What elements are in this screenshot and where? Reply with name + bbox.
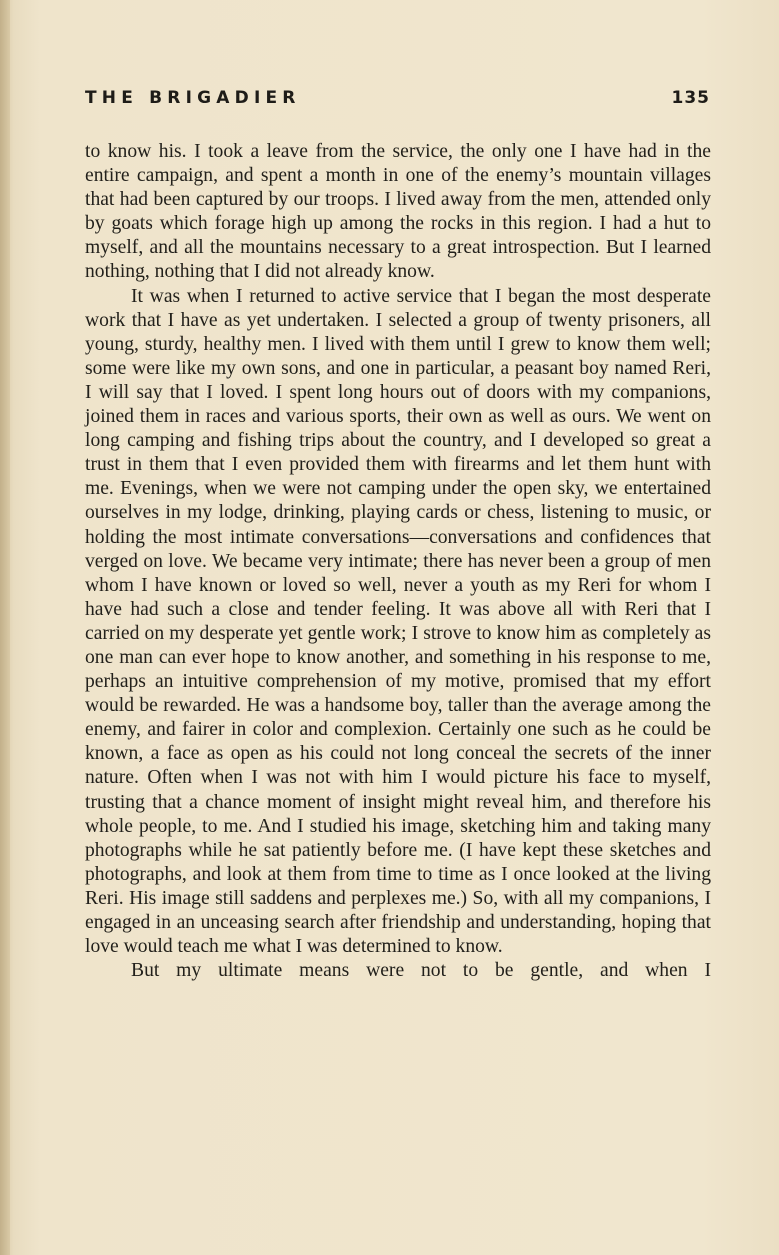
page-number: 135 bbox=[671, 88, 710, 108]
paragraph-3: But my ultimate means were not to be gentle, and when I bbox=[131, 960, 711, 982]
binding-gutter bbox=[0, 0, 10, 1255]
paragraph-2: It was when I returned to active service that I began the most desperate work that I have as yet undertaken. I selected a group of twenty prisoners, all young, sturdy, healthy men. I lived with them until I grew to know them well; some were like my own sons, and one in particular, a peasant boy named Reri, I will say that I loved. I spent long hours out of doors with my companions, joined them in races and various sports, their own as well as ours. We went on long camping and fishing trips about the country, and I developed so great a trust in them that I even provided them with firearms and let them hunt with me. Evenings, when we were not camping under the open sky, we entertained ourselves in my lodge, drinking, playing cards or chess, listening to music, or holding the most intimate conversations—conversations and confidences that verged on love. We became very intimate; there has never been a group of men whom I have known or loved so well, never a youth as my Reri for whom I have had such a close and tender feeling. It was above all with Reri that I carried on my desperate yet gentle work; I strove to know him as completely as one man can ever hope to know another, and something in his response to me, perhaps an intuitive comprehension of my motive, promised that my effort would be rewarded. He was a handsome boy, taller than the average among the enemy, and fairer in color and complexion. Certainly one such as he could be known, a face as open as his could not long conceal the secrets of the inner nature. Often when I was not with him I would picture his face to myself, trusting that a chance moment of insight might reveal him, and therefore his whole people, to me. And I studied his image, sketching him and taking many photographs while he sat patiently before me. (I have kept these sketches and photographs, and look at them from time to time as I once looked at the living Reri. His image still saddens and perplexes me.) So, with all my companions, I engaged in an unceasing search after friendship and understanding, hoping that love would teach me what I was determined to know. bbox=[85, 285, 711, 958]
page-header bbox=[85, 88, 710, 114]
paragraph-1: to know his. I took a leave from the service, the only one I have had in the entire campaign, and spent a month in one of the enemy’s mountain villages that had been captured by our troops. I lived away from the men, attended only by goats which forage high up among the rocks in this region. I had a hut to myself, and all the mountains necessary to a great introspection. But I learned nothing, nothing that I did not already know. bbox=[85, 141, 711, 283]
body-text bbox=[85, 140, 711, 983]
running-head: THE BRIGADIER bbox=[85, 88, 301, 108]
